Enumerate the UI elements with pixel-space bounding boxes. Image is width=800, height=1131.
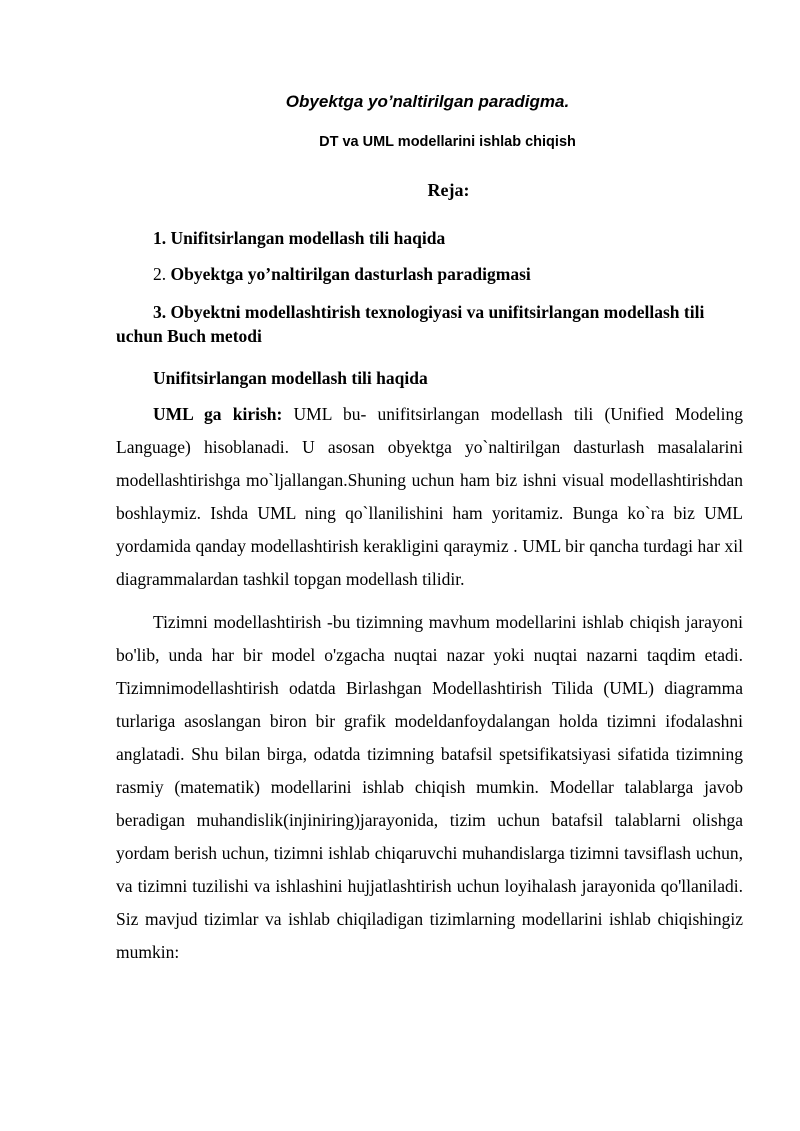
plan-heading: Reja:: [427, 180, 470, 200]
section-heading: Unifitsirlangan modellash tili haqida: [153, 368, 428, 388]
plan-item-1: [116, 226, 743, 250]
plan-item-text: Unifitsirlangan modellash tili haqida: [170, 228, 446, 248]
plan-item-number: 3.: [153, 302, 167, 322]
plan-item-3: [116, 300, 743, 348]
plan-item-text: Obyektga yo’naltirilgan dasturlash paradigmasi: [170, 264, 531, 284]
plan-item-number: 2.: [153, 264, 167, 284]
plan-item-number: 1.: [153, 228, 167, 248]
plan-item-text: Obyektni modellashtirish texnologiyasi va unifitsirlangan modellash tili uchun Buch metodi: [116, 302, 705, 346]
paragraph-body: UML bu- unifitsirlangan modellash tili (Unified Modeling Language) hisoblanadi. U asosan obyektga yo`naltirilgan dasturlash masalalarini modellashtirishga mo`ljallangan.Shuning uchun ham biz ishni visual modellashtirishdan boshlaymiz. Ishda UML ning qo`llanilishini ham yoritamiz. Bunga ko`ra biz UML yordamida qanday modellashtirish kerakligini qaraymiz . UML bir qancha turdagi har xil diagrammalardan tashkil topgan modellash tilidir.: [116, 404, 743, 589]
paragraph-body: Tizimni modellashtirish -bu tizimning mavhum modellarini ishlab chiqish jarayoni bo'lib, unda har bir model o'zgacha nuqtai nazar yoki nuqtai nazarni taqdim etadi. Tizimnimodellashtirish odatda Birlashgan Modellashtirish Tilida (UML) diagramma turlariga asoslangan biron bir grafik modeldanfoydalangan holda tizimni ifodalashni anglatadi. Shu bilan birga, odatda tizimning batafsil spetsifikatsiyasi sifatida tizimning rasmiy (matematik) modellarini ishlab chiqish mumkin. Modellar talablarga javob beradigan muhandislik(injiniring)jarayonida, tizim uchun batafsil talablarni olishga yordam berish uchun, tizimni ishlab chiqaruvchi muhandislarga tizimni tavsiflash uchun, va tizimni tuzilishi va ishlashini hujjatlashtirish uchun loyihalash jarayonida qo'llaniladi. Siz mavjud tizimlar va ishlab chiqiladigan tizimlarning modellarini ishlab chiqishingiz mumkin:: [116, 612, 743, 962]
paragraph-system-modeling: [116, 606, 743, 969]
document-subtitle: DT va UML modellarini ishlab chiqish: [319, 134, 576, 150]
document-title: Obyektga yo’naltirilgan paradigma.: [285, 92, 570, 111]
paragraph-uml-intro: [116, 398, 743, 596]
plan-item-2: [116, 262, 743, 286]
paragraph-lead: UML ga kirish:: [153, 404, 283, 424]
